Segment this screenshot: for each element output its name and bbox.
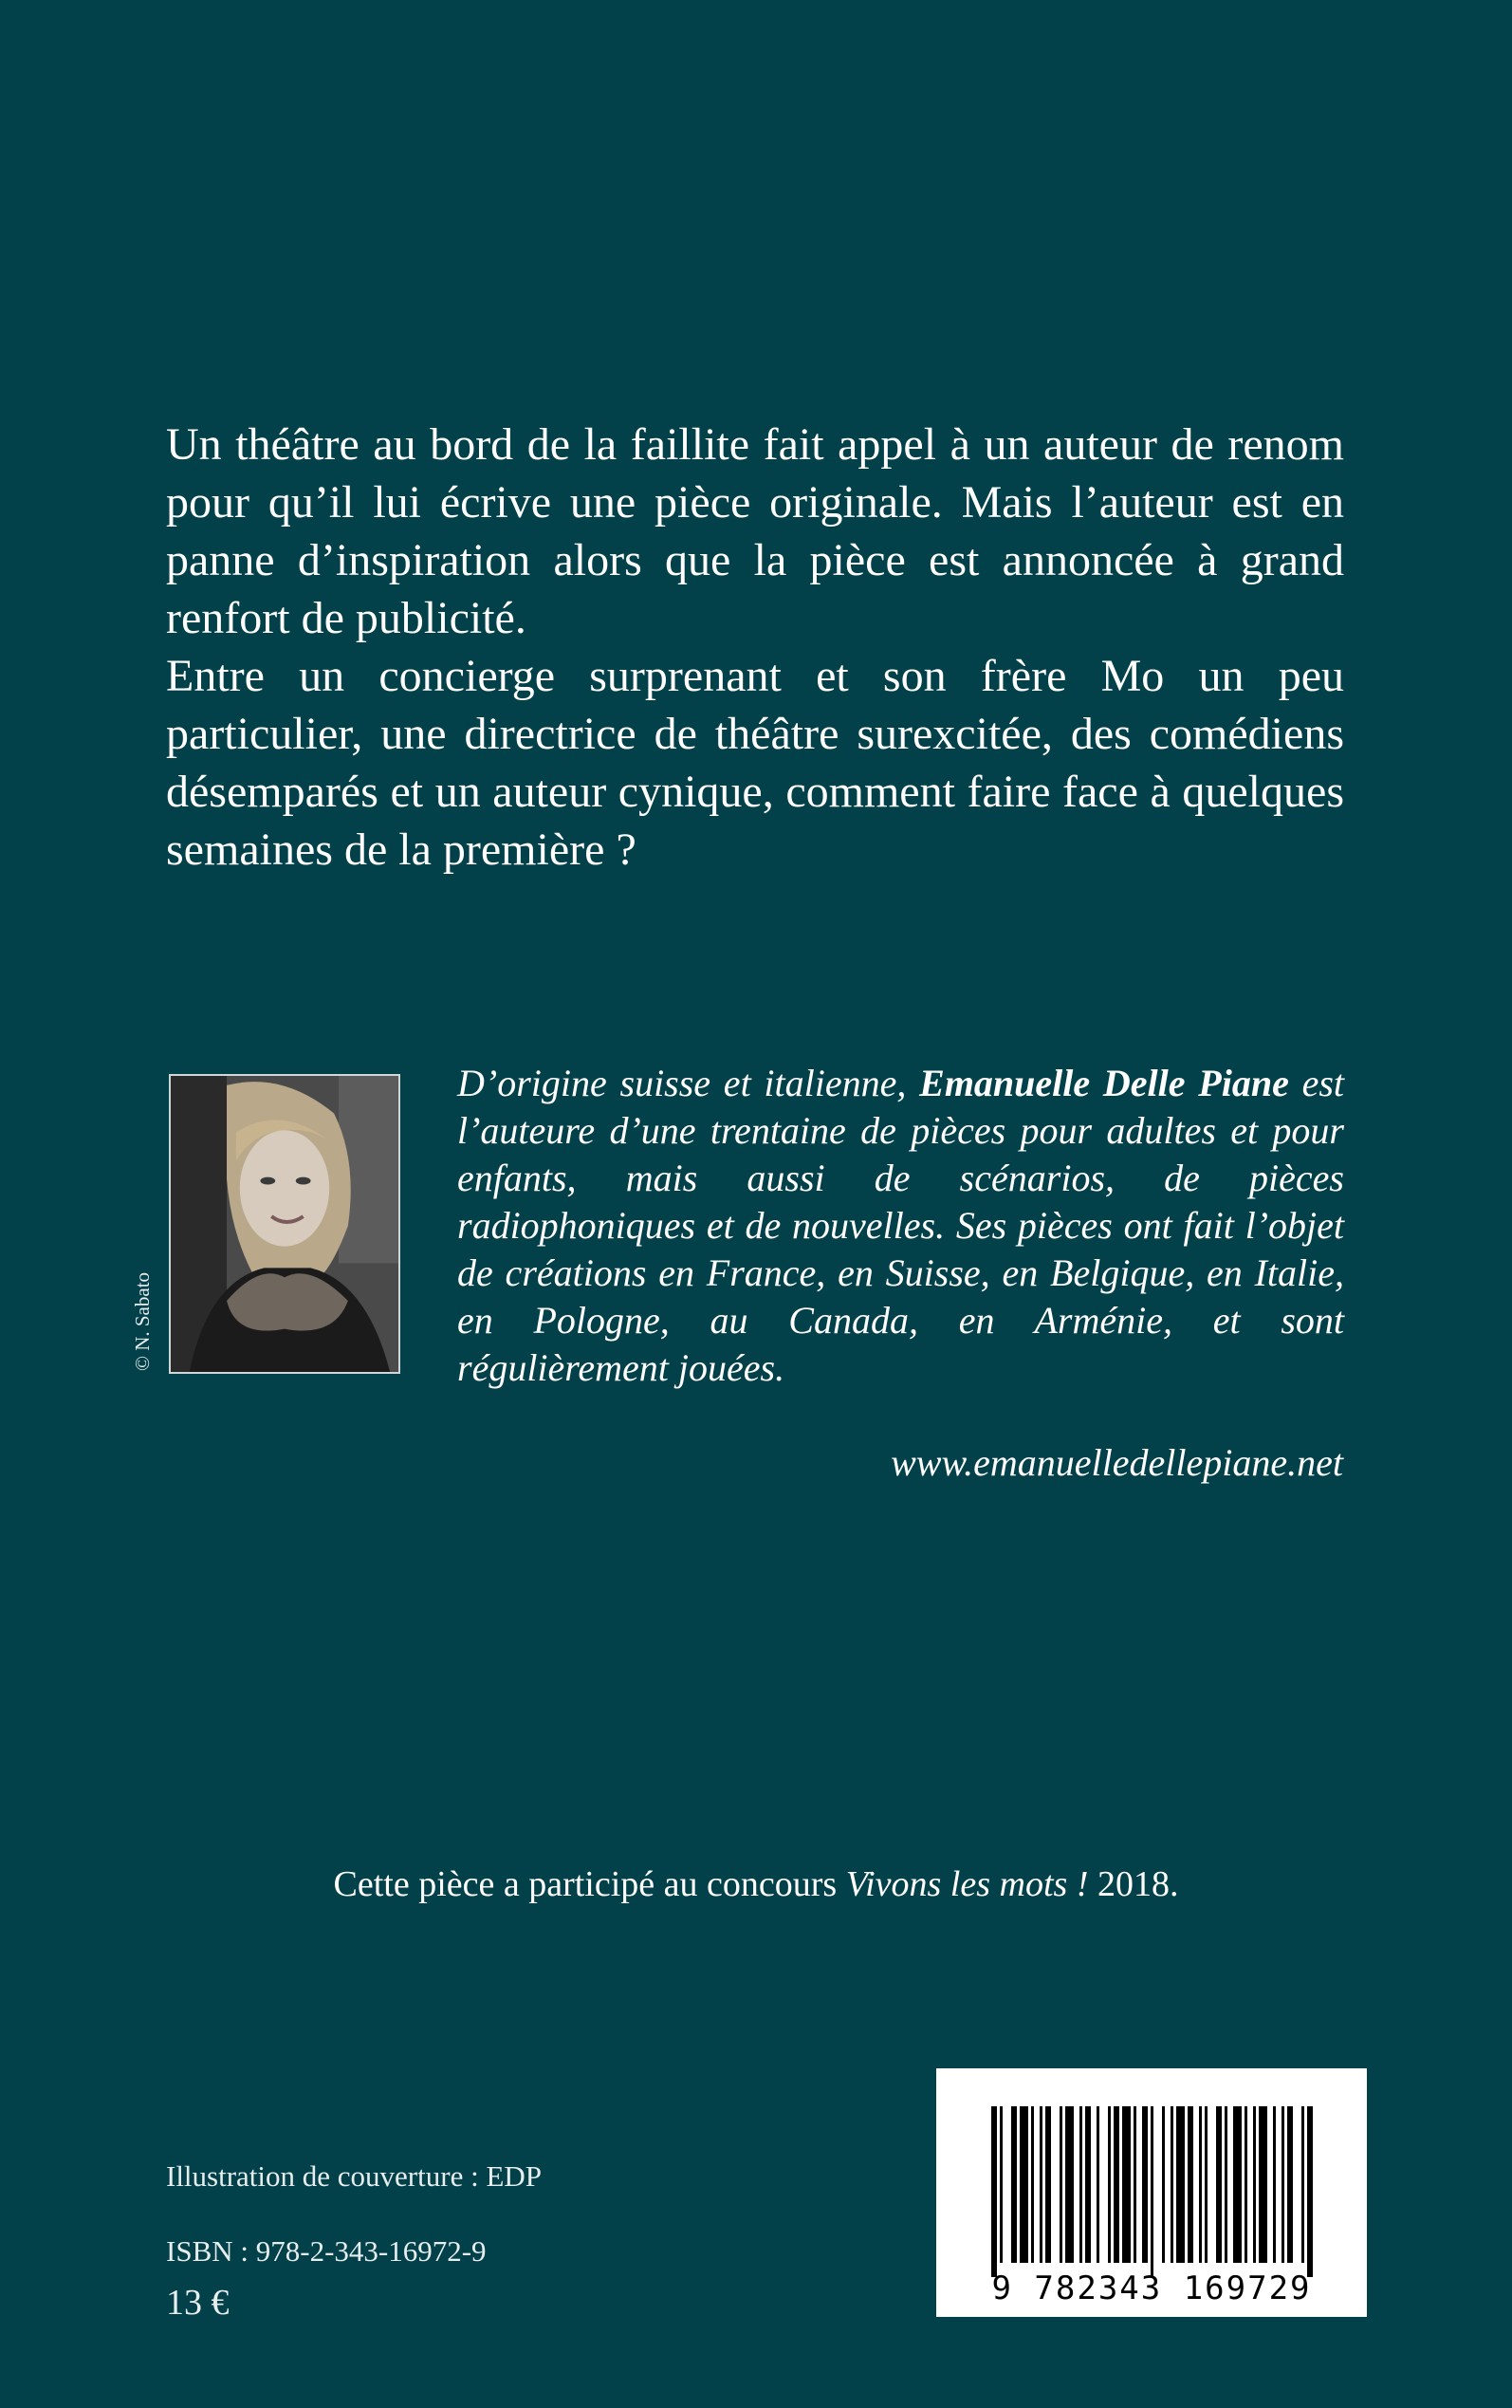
barcode-bar [1114, 2106, 1119, 2263]
barcode-bar [1162, 2106, 1165, 2263]
barcode-bar [1282, 2106, 1284, 2263]
barcode-bar [1134, 2106, 1136, 2263]
barcode-bar [1079, 2106, 1082, 2263]
barcode-bar [1216, 2106, 1222, 2263]
contest-title: Vivons les mots ! [845, 1864, 1089, 1904]
barcode-bar [1011, 2106, 1017, 2263]
barcode-bar [1188, 2106, 1193, 2263]
illustration-credit: Illustration de couverture : EDP [166, 2159, 543, 2193]
barcode-bar [1233, 2106, 1242, 2263]
blurb-paragraph-1: Un théâtre au bord de la faillite fait appel à un auteur de renom pour qu’il lui écrive une pièce originale. Mais l’auteur est en panne d’inspiration alors que la pièce est annoncée à grand renfort de publicité. [166, 419, 1344, 643]
barcode-bar [1307, 2106, 1313, 2277]
barcode-bar [1273, 2106, 1276, 2263]
barcode-bar [1085, 2106, 1091, 2263]
barcode-bar [1301, 2106, 1304, 2263]
barcode-bar [1253, 2106, 1256, 2263]
barcode-bar [1287, 2106, 1293, 2263]
barcode-bar [1171, 2106, 1173, 2263]
barcode-bar [1065, 2106, 1074, 2263]
barcode-bar [1122, 2106, 1131, 2263]
barcode-bar [1045, 2106, 1051, 2263]
barcode-bar [991, 2106, 997, 2277]
blurb-paragraph-2: Entre un concierge surprenant et son frère Mo un peu particulier, une directrice de théâtre surexcitée, des comédiens désemparés et un auteur cynique, comment faire face à quelques semaines de la première ? [166, 651, 1344, 875]
contest-suffix: 2018. [1088, 1864, 1179, 1904]
back-cover-blurb [166, 416, 1344, 879]
isbn: ISBN : 978-2-343-16972-9 [166, 2234, 487, 2268]
bio-intro: D’origine suisse et italienne, [457, 1062, 920, 1104]
contest-prefix: Cette pièce a participé au concours [333, 1864, 846, 1904]
barcode-bar [1142, 2106, 1148, 2263]
author-photo [169, 1074, 400, 1374]
author-name: Emanuelle Delle Piane [919, 1062, 1289, 1104]
barcode-bar [1151, 2106, 1153, 2277]
author-website: www.emanuelledellepiane.net [891, 1441, 1343, 1484]
barcode-bar [1199, 2106, 1202, 2263]
barcode-bar [1245, 2106, 1247, 2263]
barcode-bar [1225, 2106, 1227, 2263]
barcode-bar [1097, 2106, 1099, 2263]
barcode [936, 2068, 1367, 2317]
barcode-digits: 9 782343 169729 [991, 2269, 1312, 2307]
barcode-bar [1000, 2106, 1003, 2263]
bio-rest: est l’auteure d’une trentaine de pièces pour adultes et pour enfants, mais aussi de scénarios, de pièces radiophoniques et de nouvelles. Ses pièces ont fait l’objet de créations en France, en Suisse, en Belgique, en Italie, en Pologne, au Canada, en Arménie, et sont régulièrement jouées. [457, 1062, 1345, 1389]
barcode-bar [1176, 2106, 1185, 2263]
barcode-bar [1040, 2106, 1042, 2263]
barcode-bar [1108, 2106, 1111, 2263]
barcode-bar [1060, 2106, 1062, 2263]
photo-credit: © N. Sabato [131, 1271, 154, 1371]
barcode-bar [1020, 2106, 1028, 2263]
contest-note [0, 1863, 1512, 1905]
barcode-bar [1031, 2106, 1034, 2263]
price: 13 € [166, 2283, 230, 2323]
barcode-bar [1205, 2106, 1208, 2263]
author-portrait-image [171, 1076, 398, 1372]
barcode-bar [1259, 2106, 1267, 2263]
author-bio [457, 1060, 1344, 1392]
